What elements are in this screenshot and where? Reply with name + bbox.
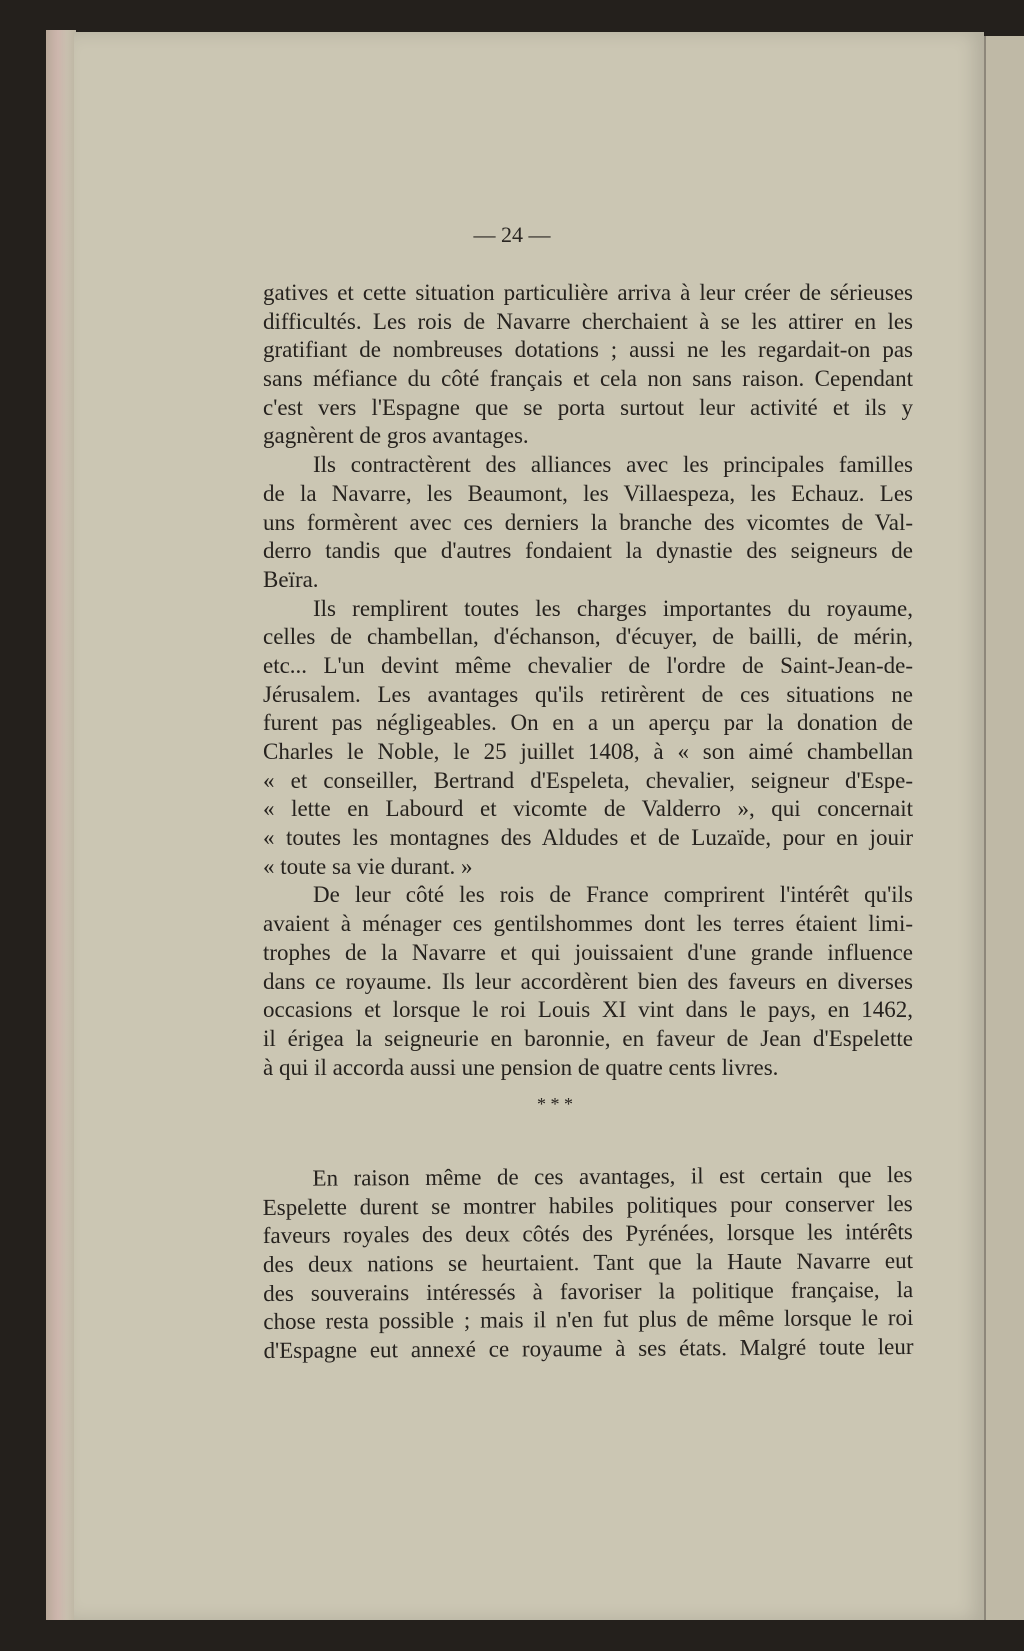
text-line-content: « et conseiller, Bertrand d'Espeleta, chevalier, seigneur d'Espe-: [263, 767, 913, 793]
text-line-content: « toutes les montagnes des Aldudes et de Luzaïde, pour en jouir: [263, 825, 913, 851]
text-line-content: des deux nations se heurtaient. Tant que la Haute Navarre eut: [262, 1248, 914, 1278]
text-line: [263, 652, 913, 681]
text-line: [262, 1161, 912, 1194]
text-line: [263, 480, 913, 509]
text-line: [263, 1218, 913, 1251]
text-line-content: etc... L'un devint même chevalier de l'ordre de Saint-Jean-de-: [263, 652, 913, 678]
text-line-content: de la Navarre, les Beaumont, les Villaespeza, les Echauz. Les: [263, 480, 913, 506]
text-line-content: des souverains intéressés à favoriser la politique française, la: [263, 1276, 914, 1306]
text-line-content: De leur côté les rois de France comprirent l'intérêt qu'ils: [313, 882, 913, 908]
text-line: [263, 308, 913, 337]
text-line: [263, 394, 913, 423]
text-line-content: Espelette durent se montrer habiles politiques pour conserver les: [262, 1190, 913, 1220]
text-line-content: occasions et lorsque le roi Louis XI vint dans le pays, en 1462,: [263, 997, 913, 1023]
text-line-content: c'est vers l'Espagne que se porta surtout leur activité et ils y: [263, 394, 913, 420]
text-line: [263, 1054, 913, 1083]
text-line: [263, 1247, 913, 1280]
text-line: [263, 451, 913, 480]
text-line: [263, 537, 913, 566]
text-line-content: Charles le Noble, le 25 juillet 1408, à « son aimé chambellan: [263, 739, 913, 764]
facing-page-edge: [984, 36, 1024, 1620]
text-line-content: avaient à ménager ces gentilshommes dont les terres étaient limi-: [263, 911, 913, 937]
text-line: [263, 968, 913, 997]
text-line-content: En raison même de ces avantages, il est certain que les: [312, 1162, 913, 1191]
text-line-content: dans ce royaume. Ils leur accordèrent bien des faveurs en diverses: [263, 968, 913, 994]
text-line-content: furent pas négligeables. On en a un aperçu par la donation de: [263, 710, 913, 736]
text-line: [263, 910, 913, 939]
text-line: [263, 422, 913, 451]
page-stack-edge: [46, 30, 76, 1620]
text-line-content: Jérusalem. Les avantages qu'ils retirèrent de ces situations ne: [263, 681, 913, 707]
text-line: [263, 709, 913, 738]
text-line: [263, 853, 913, 882]
text-line-content: Ils remplirent toutes les charges importantes du royaume,: [313, 595, 913, 621]
text-line: [263, 365, 913, 394]
text-line-content: trophes de la Navarre et qui jouissaient d'une grande influence: [263, 939, 913, 965]
text-line: [263, 939, 913, 968]
text-line-content: faveurs royales des deux côtés des Pyrénées, lorsque les intérêts: [262, 1219, 913, 1249]
text-line: [263, 336, 913, 365]
text-line-content: derro tandis que d'autres fondaient la dynastie des seigneurs de: [263, 538, 913, 564]
section-separator: * * *: [537, 1094, 573, 1114]
text-line: [263, 509, 913, 538]
text-line-content: gagnèrent de gros avantages.: [263, 423, 529, 449]
text-line-content: Ils contractèrent des alliances avec les principales familles: [313, 452, 913, 478]
text-line: [263, 1190, 913, 1223]
text-line-content: gatives et cette situation particulière arriva à leur créer de sérieuses: [263, 280, 913, 305]
text-line-content: sans méfiance du côté français et cela non sans raison. Cependant: [263, 366, 913, 392]
text-line-content: Beïra.: [263, 566, 319, 592]
text-line-content: « toute sa vie durant. »: [263, 853, 473, 879]
text-line-content: il érigea la seigneurie en baronnie, en faveur de Jean d'Espelette: [263, 1025, 913, 1051]
text-line: [263, 623, 913, 652]
text-line: [263, 1333, 913, 1366]
text-line-content: chose resta possible ; mais il n'en fut plus de même lorsque le roi: [263, 1305, 914, 1335]
text-line: [263, 767, 913, 796]
text-line: [263, 996, 913, 1025]
text-line: [263, 738, 913, 767]
text-line: [263, 279, 913, 308]
text-block-main: [263, 279, 913, 1082]
text-line: [263, 1304, 913, 1337]
text-line: [263, 595, 913, 624]
text-block-continued: [262, 1161, 913, 1366]
text-line: [263, 681, 913, 710]
text-line-content: à qui il accorda aussi une pension de quatre cents livres.: [263, 1054, 779, 1080]
text-line-content: difficultés. Les rois de Navarre cherchaient à se les attirer en les: [263, 308, 913, 334]
text-line-content: celles de chambellan, d'échanson, d'écuyer, de bailli, de mérin,: [263, 624, 913, 650]
text-line-content: « lette en Labourd et vicomte de Valderro », qui concernait: [263, 796, 913, 822]
text-line: [263, 566, 913, 595]
text-line: [263, 881, 913, 910]
text-line-content: d'Espagne eut annexé ce royaume à ses états. Malgré toute leur: [263, 1334, 914, 1364]
text-line: [263, 795, 913, 824]
text-line-content: uns formèrent avec ces derniers la branche des vicomtes de Val-: [263, 509, 913, 535]
text-line: [263, 824, 913, 853]
text-line-content: gratifiant de nombreuses dotations ; aussi ne les regardait-on pas: [263, 337, 913, 363]
text-line: [263, 1025, 913, 1054]
page-number: — 24 —: [473, 222, 551, 247]
text-line: [263, 1276, 913, 1309]
